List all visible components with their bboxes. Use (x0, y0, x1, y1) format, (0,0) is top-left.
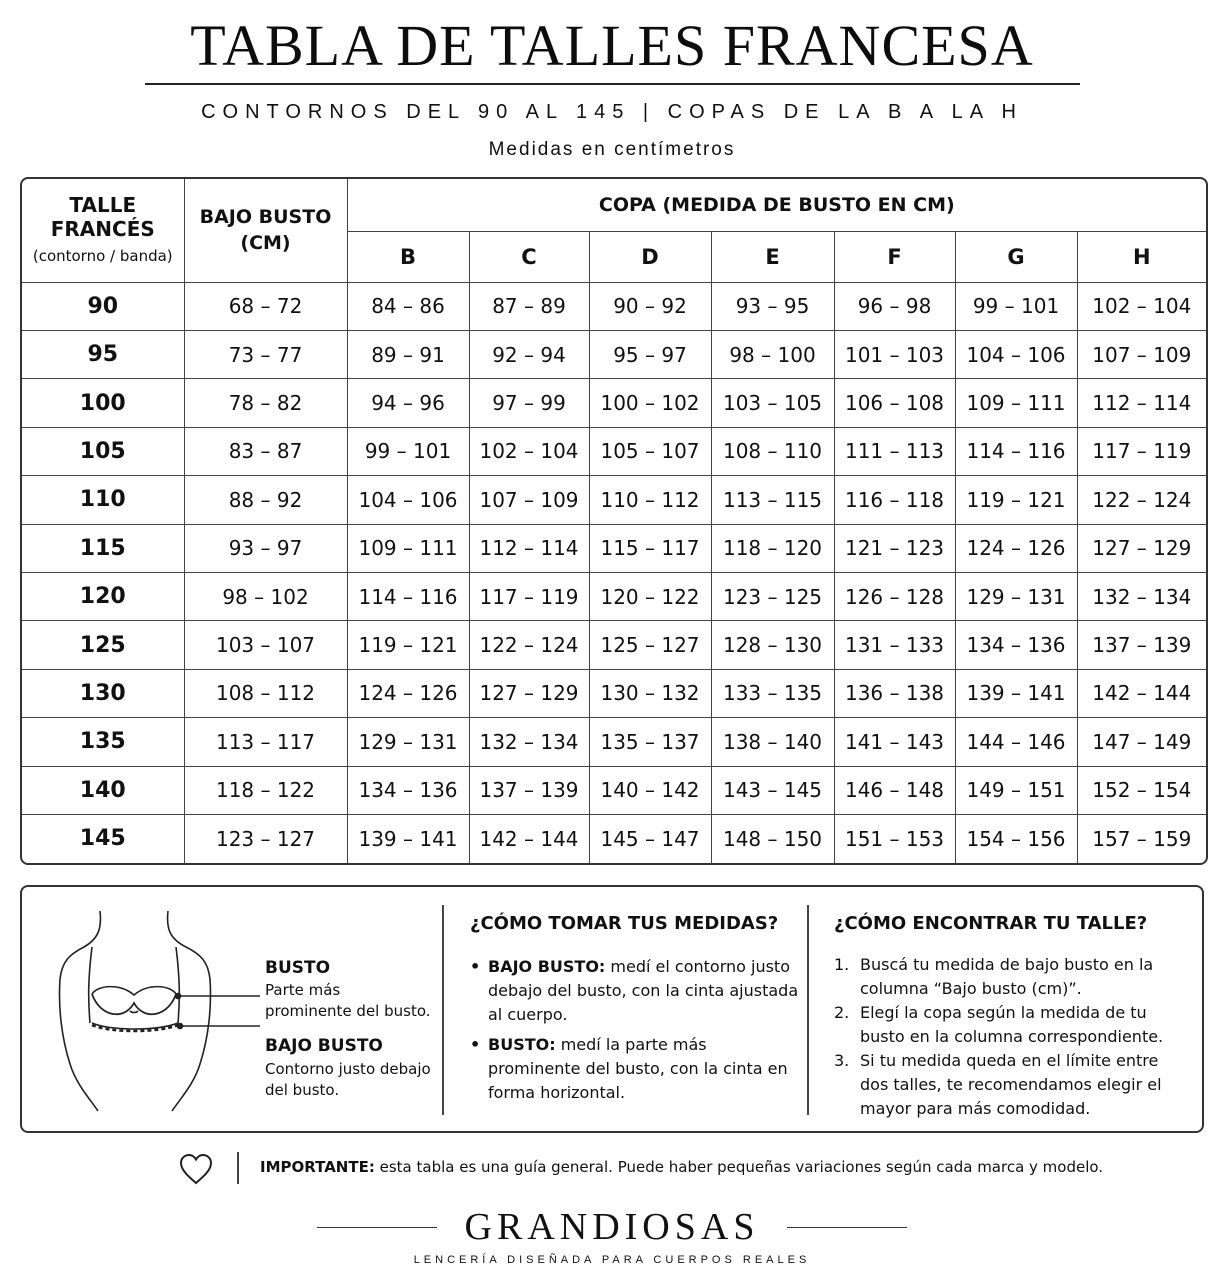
cup-cell: 105 – 107 (589, 427, 711, 475)
bajo-busto-desc-1: Contorno justo debajo (265, 1060, 431, 1078)
cup-header-c: C (469, 231, 589, 282)
busto-label: BUSTO (265, 958, 331, 978)
cup-cell: 134 – 136 (955, 621, 1077, 669)
list-item-label: BAJO BUSTO: (488, 957, 606, 976)
size-cell: 130 (22, 669, 184, 717)
info-panel (20, 885, 1204, 1133)
units-note: Medidas en centímetros (488, 139, 736, 160)
size-cell: 145 (22, 814, 184, 863)
table-row (22, 669, 1206, 717)
cup-header-d: D (589, 231, 711, 282)
section-divider (442, 905, 444, 1115)
bajo-busto-cell: 68 – 72 (184, 282, 347, 330)
bajo-busto-label: BAJO BUSTO (265, 1036, 383, 1056)
cup-cell: 122 – 124 (1077, 476, 1206, 524)
bajo-busto-cell: 93 – 97 (184, 524, 347, 572)
table-row (22, 621, 1206, 669)
bajo-busto-cell: 113 – 117 (184, 718, 347, 766)
table-row (22, 379, 1206, 427)
step-number: 3. (834, 1051, 850, 1070)
cup-cell: 143 – 145 (711, 766, 834, 814)
bajo-busto-cell: 88 – 92 (184, 476, 347, 524)
cup-cell: 90 – 92 (589, 282, 711, 330)
title-divider (145, 83, 1080, 85)
table-row (22, 766, 1206, 814)
table-row (22, 572, 1206, 620)
busto-desc-1: Parte más (265, 981, 341, 999)
cup-cell: 132 – 134 (1077, 572, 1206, 620)
header-copa-sub: (MEDIDA DE BUSTO EN CM) (662, 193, 955, 216)
cup-cell: 126 – 128 (834, 572, 955, 620)
cup-cell: 136 – 138 (834, 669, 955, 717)
cup-cell: 93 – 95 (711, 282, 834, 330)
cup-cell: 115 – 117 (589, 524, 711, 572)
cup-cell: 113 – 115 (711, 476, 834, 524)
cup-cell: 131 – 133 (834, 621, 955, 669)
section-divider (807, 905, 809, 1115)
cup-cell: 108 – 110 (711, 427, 834, 475)
header-bajo-busto: BAJO BUSTO (CM) (184, 179, 347, 282)
cup-cell: 110 – 112 (589, 476, 711, 524)
cup-cell: 84 – 86 (347, 282, 469, 330)
table-row (22, 524, 1206, 572)
list-item (470, 955, 800, 1027)
step-item (834, 1001, 1179, 1049)
step-number: 1. (834, 955, 850, 974)
cup-cell: 127 – 129 (1077, 524, 1206, 572)
cup-cell: 137 – 139 (469, 766, 589, 814)
note-text (260, 1156, 1103, 1178)
list-item-label: BUSTO: (488, 1035, 556, 1054)
list-item (470, 1033, 800, 1105)
cup-header-g: G (955, 231, 1077, 282)
cup-cell: 157 – 159 (1077, 814, 1206, 863)
how-to-measure-title: ¿CÓMO TOMAR TUS MEDIDAS? (470, 913, 779, 934)
cup-cell: 132 – 134 (469, 718, 589, 766)
cup-cell: 130 – 132 (589, 669, 711, 717)
cup-cell: 118 – 120 (711, 524, 834, 572)
step-text: Elegí la copa según la medida de tu busto en la columna correspondiente. (860, 1003, 1164, 1046)
cup-cell: 111 – 113 (834, 427, 955, 475)
page-subtitle: CONTORNOS DEL 90 AL 145 | COPAS DE LA B A LA H (201, 101, 1023, 123)
table-row (22, 814, 1206, 863)
cup-cell: 123 – 125 (711, 572, 834, 620)
cup-cell: 119 – 121 (955, 476, 1077, 524)
cup-cell: 154 – 156 (955, 814, 1077, 863)
size-cell: 135 (22, 718, 184, 766)
cup-cell: 152 – 154 (1077, 766, 1206, 814)
table-row (22, 476, 1206, 524)
cup-cell: 109 – 111 (347, 524, 469, 572)
cup-cell: 124 – 126 (955, 524, 1077, 572)
cup-cell: 101 – 103 (834, 330, 955, 378)
cup-cell: 102 – 104 (1077, 282, 1206, 330)
body-measurement-illustration (40, 899, 260, 1124)
size-cell: 115 (22, 524, 184, 572)
step-item (834, 1049, 1179, 1121)
note-label: IMPORTANTE: (260, 1158, 375, 1176)
cup-cell: 114 – 116 (347, 572, 469, 620)
header-talle-sub: (contorno / banda) (32, 246, 173, 265)
bajo-busto-cell: 123 – 127 (184, 814, 347, 863)
cup-header-e: E (711, 231, 834, 282)
cup-cell: 102 – 104 (469, 427, 589, 475)
cup-cell: 89 – 91 (347, 330, 469, 378)
cup-cell: 116 – 118 (834, 476, 955, 524)
list-item-text: medí la parte más prominente del busto, con la cinta en forma horizontal. (488, 1035, 788, 1102)
cup-cell: 94 – 96 (347, 379, 469, 427)
table-row (22, 427, 1206, 475)
cup-cell: 148 – 150 (711, 814, 834, 863)
cup-cell: 128 – 130 (711, 621, 834, 669)
table-row (22, 282, 1206, 330)
cup-cell: 106 – 108 (834, 379, 955, 427)
cup-cell: 149 – 151 (955, 766, 1077, 814)
cup-cell: 119 – 121 (347, 621, 469, 669)
cup-cell: 137 – 139 (1077, 621, 1206, 669)
step-text: Si tu medida queda en el límite entre dos talles, te recomendamos elegir el mayor para más comodidad. (860, 1051, 1162, 1118)
cup-cell: 120 – 122 (589, 572, 711, 620)
bajo-busto-cell: 73 – 77 (184, 330, 347, 378)
cup-cell: 147 – 149 (1077, 718, 1206, 766)
bajo-busto-cell: 98 – 102 (184, 572, 347, 620)
find-size-title: ¿CÓMO ENCONTRAR TU TALLE? (834, 913, 1148, 934)
size-cell: 110 (22, 476, 184, 524)
cup-cell: 138 – 140 (711, 718, 834, 766)
cup-cell: 140 – 142 (589, 766, 711, 814)
cup-cell: 144 – 146 (955, 718, 1077, 766)
size-cell: 105 (22, 427, 184, 475)
cup-cell: 142 – 144 (1077, 669, 1206, 717)
cup-cell: 127 – 129 (469, 669, 589, 717)
cup-cell: 142 – 144 (469, 814, 589, 863)
bajo-busto-desc-2: del busto. (265, 1081, 340, 1099)
cup-cell: 125 – 127 (589, 621, 711, 669)
note-body: esta tabla es una guía general. Puede haber pequeñas variaciones según cada marca y modelo. (374, 1158, 1104, 1176)
cup-cell: 121 – 123 (834, 524, 955, 572)
size-cell: 120 (22, 572, 184, 620)
bajo-busto-cell: 78 – 82 (184, 379, 347, 427)
cup-header-b: B (347, 231, 469, 282)
cup-cell: 139 – 141 (347, 814, 469, 863)
important-note (0, 1148, 1224, 1188)
cup-cell: 151 – 153 (834, 814, 955, 863)
how-to-measure-list (470, 955, 800, 1111)
cup-cell: 104 – 106 (955, 330, 1077, 378)
step-text: Buscá tu medida de bajo busto en la columna “Bajo busto (cm)”. (860, 955, 1154, 998)
cup-cell: 129 – 131 (955, 572, 1077, 620)
step-number: 2. (834, 1003, 850, 1022)
header-copa (347, 179, 1206, 231)
cup-cell: 104 – 106 (347, 476, 469, 524)
cup-cell: 112 – 114 (1077, 379, 1206, 427)
cup-cell: 133 – 135 (711, 669, 834, 717)
cup-cell: 97 – 99 (469, 379, 589, 427)
cup-cell: 139 – 141 (955, 669, 1077, 717)
cup-cell: 114 – 116 (955, 427, 1077, 475)
cup-cell: 124 – 126 (347, 669, 469, 717)
step-item (834, 953, 1179, 1001)
brand-logo: GRANDIOSAS (464, 1206, 760, 1248)
cup-cell: 145 – 147 (589, 814, 711, 863)
table-row (22, 718, 1206, 766)
cup-cell: 98 – 100 (711, 330, 834, 378)
cup-cell: 96 – 98 (834, 282, 955, 330)
cup-cell: 135 – 137 (589, 718, 711, 766)
cup-cell: 122 – 124 (469, 621, 589, 669)
header-copa-label: COPA (598, 193, 656, 216)
cup-cell: 92 – 94 (469, 330, 589, 378)
cup-cell: 100 – 102 (589, 379, 711, 427)
cup-cell: 87 – 89 (469, 282, 589, 330)
size-cell: 140 (22, 766, 184, 814)
size-table (20, 177, 1208, 865)
cup-cell: 99 – 101 (347, 427, 469, 475)
bajo-busto-cell: 108 – 112 (184, 669, 347, 717)
cup-cell: 95 – 97 (589, 330, 711, 378)
cup-cell: 117 – 119 (1077, 427, 1206, 475)
size-cell: 95 (22, 330, 184, 378)
find-size-steps (834, 953, 1179, 1121)
cup-header-f: F (834, 231, 955, 282)
size-cell: 90 (22, 282, 184, 330)
table-row (22, 330, 1206, 378)
bajo-busto-cell: 118 – 122 (184, 766, 347, 814)
cup-cell: 107 – 109 (469, 476, 589, 524)
cup-cell: 134 – 136 (347, 766, 469, 814)
cup-cell: 129 – 131 (347, 718, 469, 766)
cup-cell: 109 – 111 (955, 379, 1077, 427)
bajo-busto-cell: 103 – 107 (184, 621, 347, 669)
note-divider (237, 1152, 239, 1184)
heart-icon (178, 1152, 214, 1186)
busto-desc-2: prominente del busto. (265, 1002, 431, 1020)
bajo-busto-cell: 83 – 87 (184, 427, 347, 475)
page-title: TABLA DE TALLES FRANCESA (190, 13, 1034, 78)
list-item-text: medí el contorno justo debajo del busto, con la cinta ajustada al cuerpo. (488, 957, 799, 1024)
cup-cell: 117 – 119 (469, 572, 589, 620)
cup-cell: 103 – 105 (711, 379, 834, 427)
cup-cell: 141 – 143 (834, 718, 955, 766)
cup-cell: 146 – 148 (834, 766, 955, 814)
size-cell: 100 (22, 379, 184, 427)
cup-cell: 107 – 109 (1077, 330, 1206, 378)
header-talle-label: TALLE FRANCÉS (50, 192, 155, 241)
header-talle (22, 179, 184, 282)
cup-cell: 112 – 114 (469, 524, 589, 572)
size-cell: 125 (22, 621, 184, 669)
cup-cell: 99 – 101 (955, 282, 1077, 330)
cup-header-h: H (1077, 231, 1206, 282)
brand-tagline: LENCERÍA DISEÑADA PARA CUERPOS REALES (413, 1254, 811, 1266)
